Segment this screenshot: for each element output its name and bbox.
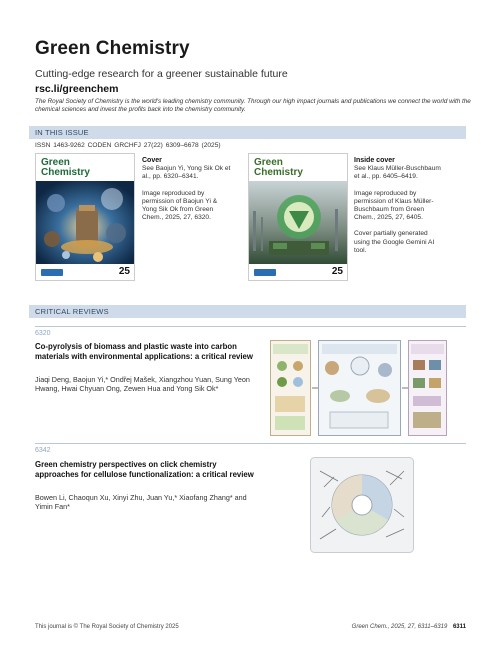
- review-divider: [35, 443, 466, 444]
- critical-reviews-bar: CRITICAL REVIEWS: [29, 305, 466, 318]
- front-cover-issue-number: 25: [118, 266, 130, 277]
- front-cover-credit: Image reproduced by permission of Baojun Yi & Yong Sik Ok from Green Chem., 2025, 27, 6320.: [142, 189, 218, 222]
- front-cover-see-text[interactable]: See Baojun Yi, Yong Sik Ok et al., pp. 6320–6341.: [142, 165, 231, 181]
- front-cover-image[interactable]: [35, 153, 135, 281]
- rsc-logo-icon: [41, 269, 63, 276]
- footer-page-number: 6311: [452, 624, 466, 630]
- inside-cover-issue-number: 25: [331, 266, 343, 277]
- front-cover-artwork: [36, 181, 135, 265]
- footer-citation-text: Green Chem., 2025, 27, 6311–6319: [351, 624, 448, 630]
- review-authors: Bowen Li, Chaoqun Xu, Xinyi Zhu, Juan Yu,* Xiaofang Zhang* and Yimin Fan*: [35, 493, 247, 512]
- inside-cover-note: Cover partially generated using the Google Gemini AI tool.: [354, 230, 435, 254]
- review-title-link[interactable]: Co-pyrolysis of biomass and plastic waste into carbon materials with environmental applications: a critical review: [35, 342, 253, 361]
- footer-citation: [352, 624, 466, 630]
- review-page-number: 6320: [35, 330, 51, 337]
- journal-title: Green Chemistry: [35, 38, 190, 59]
- journal-tagline: Cutting-edge research for a greener sustainable future: [35, 68, 288, 80]
- inside-cover-see-text[interactable]: See Klaus Müller-Buschbaum et al., pp. 6405–6419.: [354, 165, 441, 181]
- front-cover-journal-name: Green Chemistry: [41, 157, 90, 178]
- inside-cover-image[interactable]: [248, 153, 348, 281]
- inside-cover-footer: [249, 264, 348, 280]
- review-graphical-abstract[interactable]: [310, 457, 414, 553]
- review-title-link[interactable]: Green chemistry perspectives on click chemistry approaches for cellulose functionalization: a critical review: [35, 460, 254, 479]
- rsc-blurb: The Royal Society of Chemistry is the world's leading chemistry community. Through our high impact journals and publications we connect the world with the chemical sciences and invest the profits back into the chemistry community.: [35, 98, 471, 114]
- front-cover-heading: Cover: [142, 157, 162, 164]
- review-page-number: 6342: [35, 447, 51, 454]
- in-this-issue-bar: IN THIS ISSUE: [29, 126, 466, 139]
- issn-line: ISSN 1463-9262 CODEN GRCHFJ 27(22) 6309–6678 (2025): [35, 142, 221, 149]
- inside-cover-heading: Inside cover: [354, 157, 395, 164]
- inside-cover-caption: [354, 157, 444, 263]
- review-authors: Jiaqi Deng, Baojun Yi,* Ondřej Mašek, Xiangzhou Yuan, Sung Yeon Hwang, Hwai Chyuan Ong, Zewen Hua and Yong Sik Ok*: [35, 375, 250, 394]
- inside-cover-journal-name: Green Chemistry: [254, 157, 303, 178]
- inside-cover-artwork: [249, 181, 348, 265]
- front-cover-caption: [142, 157, 232, 230]
- footer-copyright: This journal is © The Royal Society of Chemistry 2025: [35, 624, 179, 630]
- inside-cover-credit: Image reproduced by permission of Klaus Müller-Buschbaum from Green Chem., 2025, 27, 6405.: [354, 189, 434, 222]
- front-cover-footer: [36, 264, 135, 280]
- review-graphical-abstract[interactable]: [270, 340, 448, 436]
- review-divider: [35, 326, 466, 327]
- journal-url-link[interactable]: rsc.li/greenchem: [35, 83, 119, 95]
- rsc-logo-icon: [254, 269, 276, 276]
